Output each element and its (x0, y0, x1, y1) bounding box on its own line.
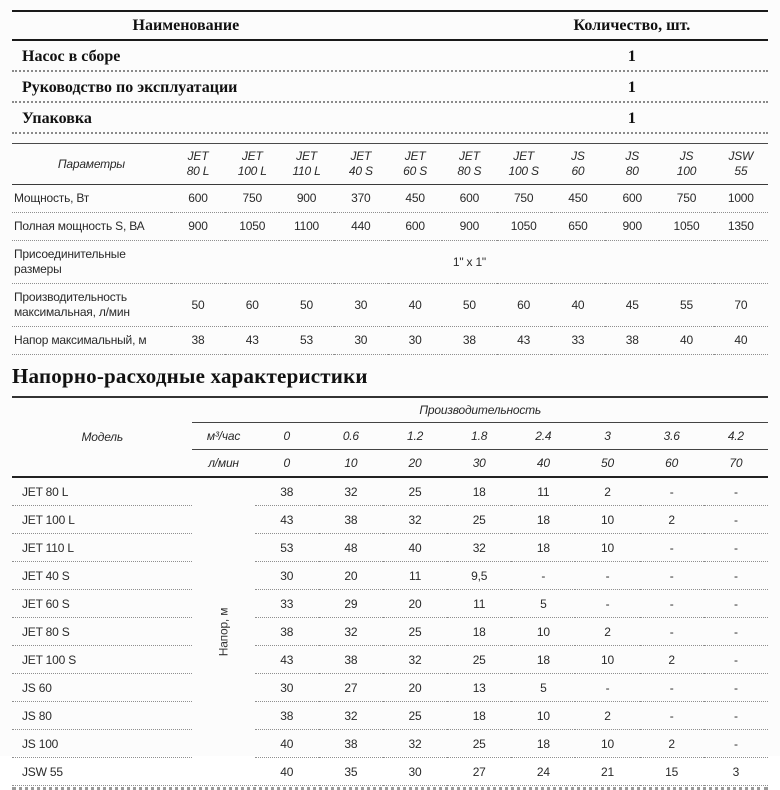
parameter-value: 900 (279, 185, 333, 213)
flow-head-value: - (704, 618, 768, 646)
package-row (12, 72, 768, 103)
parameter-value: 60 (225, 284, 279, 327)
unit-label-lmin: л/мин (192, 450, 254, 478)
model-column-label: JS 100 (659, 144, 713, 185)
model-column-label: JS 60 (551, 144, 605, 185)
flow-head-value: 21 (575, 758, 639, 786)
flow-head-value: - (704, 646, 768, 674)
flow-head-value: 32 (383, 646, 447, 674)
flow-head-value: 2 (640, 646, 704, 674)
parameter-value: 900 (171, 213, 225, 241)
flow-head-value: - (704, 562, 768, 590)
parameter-value: 900 (442, 213, 496, 241)
flow-head-value: 2 (575, 618, 639, 646)
package-item-qty: 1 (627, 110, 636, 127)
flow-head-value: 10 (575, 534, 639, 562)
capacity-group-header: Производительность (192, 397, 768, 423)
flow-head-value: 18 (511, 534, 575, 562)
flow-head-value: 15 (640, 758, 704, 786)
model-column-label: JET 40 S (334, 144, 388, 185)
capacity-tick-value: 70 (704, 450, 768, 478)
capacity-tick-value: 1.8 (447, 423, 511, 450)
flow-head-value: 32 (319, 618, 383, 646)
parameter-row (12, 241, 768, 284)
flow-head-value: - (511, 562, 575, 590)
parameter-value: 30 (388, 327, 442, 355)
package-item-qty: 1 (627, 79, 636, 96)
flow-head-value: 2 (640, 730, 704, 758)
flow-model-name: JET 100 L (12, 506, 192, 534)
flow-head-value: 38 (319, 730, 383, 758)
flow-head-value: 40 (255, 758, 319, 786)
section-title: Напорно-расходные характеристики (12, 364, 368, 388)
flow-head-value: 48 (319, 534, 383, 562)
flow-head-value: - (704, 477, 768, 506)
head-axis-cell (192, 477, 254, 786)
parameter-value: 50 (171, 284, 225, 327)
flow-head-value: 40 (383, 534, 447, 562)
flow-head-value: 40 (255, 730, 319, 758)
package-table-header (12, 10, 768, 41)
flow-row (12, 618, 768, 646)
parameter-value: 38 (442, 327, 496, 355)
capacity-tick-value: 0 (255, 450, 319, 478)
flow-model-name: JS 100 (12, 730, 192, 758)
parameter-value: 40 (551, 284, 605, 327)
flow-head-value: 20 (383, 590, 447, 618)
flow-head-value: 32 (319, 477, 383, 506)
flow-row (12, 562, 768, 590)
capacity-tick-value: 0 (255, 423, 319, 450)
parameter-value: 43 (225, 327, 279, 355)
parameter-label: Напор максимальный, м (12, 327, 171, 355)
capacity-tick-value: 20 (383, 450, 447, 478)
flow-head-value: 3 (704, 758, 768, 786)
flow-head-value: 38 (255, 477, 319, 506)
parameter-span-value: 1" x 1" (171, 241, 768, 284)
flow-head-value: 13 (447, 674, 511, 702)
flow-head-value: 11 (511, 477, 575, 506)
flow-head-value: 30 (383, 758, 447, 786)
parameter-value: 38 (171, 327, 225, 355)
flow-head-value: 25 (447, 506, 511, 534)
flow-header-top-row (12, 397, 768, 423)
capacity-tick-value: 3.6 (640, 423, 704, 450)
flow-table-body (12, 477, 768, 786)
parameter-value: 600 (171, 185, 225, 213)
flow-head-value: 18 (511, 730, 575, 758)
parameter-value: 30 (334, 327, 388, 355)
parameter-label: Присоединительные размеры (12, 241, 171, 284)
model-column-label: JET 100 L (225, 144, 279, 185)
flow-characteristics-table (12, 396, 768, 786)
flow-head-value: 32 (447, 534, 511, 562)
flow-model-name: JET 80 S (12, 618, 192, 646)
flow-head-value: - (640, 674, 704, 702)
parameter-value: 1350 (714, 213, 768, 241)
model-column-label: JET 100 S (497, 144, 551, 185)
flow-head-value: 2 (575, 477, 639, 506)
flow-row (12, 590, 768, 618)
model-column-label: JET 60 S (388, 144, 442, 185)
parameter-row (12, 327, 768, 355)
flow-head-value: - (640, 562, 704, 590)
flow-head-value: 30 (255, 674, 319, 702)
parameter-value: 38 (605, 327, 659, 355)
flow-head-value: 43 (255, 506, 319, 534)
model-column-label: JET 80 S (442, 144, 496, 185)
flow-head-value: 11 (383, 562, 447, 590)
flow-head-value: 18 (447, 477, 511, 506)
parameter-row (12, 185, 768, 213)
package-item-name: Упаковка (22, 110, 92, 127)
package-row (12, 41, 768, 72)
flow-model-name: JET 60 S (12, 590, 192, 618)
capacity-tick-value: 3 (575, 423, 639, 450)
parameters-table-body (12, 185, 768, 355)
parameter-value: 450 (388, 185, 442, 213)
flow-head-value: 10 (575, 646, 639, 674)
parameter-value: 1050 (497, 213, 551, 241)
flow-head-value: 11 (447, 590, 511, 618)
head-axis-label: Напор, м (216, 607, 231, 656)
flow-head-value: - (704, 590, 768, 618)
flow-head-value: 38 (319, 646, 383, 674)
flow-head-value: 20 (383, 674, 447, 702)
flow-model-name: JS 80 (12, 702, 192, 730)
flow-head-value: 25 (383, 618, 447, 646)
flow-head-value: 25 (383, 477, 447, 506)
flow-head-value: 9,5 (447, 562, 511, 590)
flow-head-value: - (575, 674, 639, 702)
flow-head-value: - (704, 702, 768, 730)
flow-head-value: - (575, 562, 639, 590)
parameter-label: Мощность, Вт (12, 185, 171, 213)
capacity-tick-value: 1.2 (383, 423, 447, 450)
capacity-tick-value: 40 (511, 450, 575, 478)
flow-head-value: - (704, 506, 768, 534)
flow-head-value: - (704, 534, 768, 562)
parameter-value: 55 (659, 284, 713, 327)
parameter-value: 50 (442, 284, 496, 327)
flow-head-value: 27 (447, 758, 511, 786)
capacity-tick-value: 10 (319, 450, 383, 478)
flow-head-value: 25 (447, 646, 511, 674)
capacity-tick-value: 60 (640, 450, 704, 478)
flow-model-name: JS 60 (12, 674, 192, 702)
capacity-tick-value: 50 (575, 450, 639, 478)
flow-head-value: 10 (511, 618, 575, 646)
flow-head-value: - (640, 618, 704, 646)
flow-model-name: JET 100 S (12, 646, 192, 674)
parameter-label: Производительность максимальная, л/мин (12, 284, 171, 327)
package-contents-table (12, 10, 768, 134)
flow-head-value: 32 (319, 702, 383, 730)
capacity-tick-value: 0.6 (319, 423, 383, 450)
parameter-value: 45 (605, 284, 659, 327)
flow-head-value: 2 (575, 702, 639, 730)
parameter-value: 70 (714, 284, 768, 327)
model-column-label: JET 110 L (279, 144, 333, 185)
flow-model-name: JET 110 L (12, 534, 192, 562)
flow-head-value: 24 (511, 758, 575, 786)
flow-head-value: - (640, 477, 704, 506)
flow-head-value: 18 (447, 618, 511, 646)
parameters-header-label: Параметры (12, 144, 171, 185)
flow-head-value: 29 (319, 590, 383, 618)
capacity-tick-value: 30 (447, 450, 511, 478)
flow-row (12, 758, 768, 786)
flow-row (12, 730, 768, 758)
pump-parameters-table (12, 143, 768, 355)
flow-head-value: - (575, 590, 639, 618)
flow-head-value: 18 (447, 702, 511, 730)
model-column-label: JET 80 L (171, 144, 225, 185)
parameter-row (12, 284, 768, 327)
flow-head-value: 18 (511, 646, 575, 674)
model-column-label: JSW 55 (714, 144, 768, 185)
parameter-value: 33 (551, 327, 605, 355)
parameter-value: 40 (714, 327, 768, 355)
flow-row (12, 477, 768, 506)
package-header-name: Наименование (132, 17, 240, 34)
parameter-value: 1100 (279, 213, 333, 241)
parameter-value: 900 (605, 213, 659, 241)
parameter-value: 650 (551, 213, 605, 241)
flow-head-value: 30 (255, 562, 319, 590)
flow-row (12, 674, 768, 702)
flow-head-value: - (640, 702, 704, 730)
package-table-body (12, 41, 768, 134)
flow-head-value: 2 (640, 506, 704, 534)
flow-head-value: - (640, 534, 704, 562)
parameter-row (12, 213, 768, 241)
flow-head-value: 5 (511, 674, 575, 702)
package-header-qty: Количество, шт. (573, 17, 691, 34)
flow-head-value: 33 (255, 590, 319, 618)
parameter-value: 750 (225, 185, 279, 213)
flow-row (12, 506, 768, 534)
flow-head-value: 10 (511, 702, 575, 730)
package-item-name: Руководство по эксплуатации (22, 79, 238, 96)
flow-head-value: 5 (511, 590, 575, 618)
parameter-value: 600 (388, 213, 442, 241)
parameter-value: 450 (551, 185, 605, 213)
flow-head-value: 38 (319, 506, 383, 534)
flow-head-value: 53 (255, 534, 319, 562)
parameter-value: 30 (334, 284, 388, 327)
flow-head-value: - (704, 730, 768, 758)
package-item-name: Насос в сборе (22, 48, 121, 65)
package-item-qty: 1 (627, 48, 636, 65)
flow-head-value: 38 (255, 702, 319, 730)
flow-head-value: 10 (575, 506, 639, 534)
parameter-value: 43 (497, 327, 551, 355)
parameter-value: 600 (605, 185, 659, 213)
parameter-value: 1000 (714, 185, 768, 213)
parameter-value: 40 (659, 327, 713, 355)
flow-head-value: - (640, 590, 704, 618)
flow-head-value: - (704, 674, 768, 702)
parameter-value: 750 (659, 185, 713, 213)
parameter-value: 370 (334, 185, 388, 213)
parameter-label: Полная мощность S, ВА (12, 213, 171, 241)
flow-head-value: 25 (447, 730, 511, 758)
parameter-value: 440 (334, 213, 388, 241)
flow-row (12, 534, 768, 562)
flow-head-value: 20 (319, 562, 383, 590)
parameter-value: 40 (388, 284, 442, 327)
parameter-value: 53 (279, 327, 333, 355)
capacity-tick-value: 2.4 (511, 423, 575, 450)
flow-head-value: 32 (383, 506, 447, 534)
unit-label-m3h: м³/час (192, 423, 254, 450)
flow-head-value: 18 (511, 506, 575, 534)
parameter-value: 750 (497, 185, 551, 213)
package-row (12, 103, 768, 134)
flow-row (12, 646, 768, 674)
flow-head-value: 32 (383, 730, 447, 758)
parameter-value: 1050 (659, 213, 713, 241)
flow-row (12, 702, 768, 730)
parameter-value: 50 (279, 284, 333, 327)
flow-head-value: 10 (575, 730, 639, 758)
capacity-tick-value: 4.2 (704, 423, 768, 450)
flow-model-name: JSW 55 (12, 758, 192, 786)
parameter-value: 1050 (225, 213, 279, 241)
parameter-value: 600 (442, 185, 496, 213)
parameter-value: 60 (497, 284, 551, 327)
flow-head-value: 43 (255, 646, 319, 674)
model-column-label: JS 80 (605, 144, 659, 185)
model-column-header: Модель (12, 397, 192, 477)
flow-head-value: 35 (319, 758, 383, 786)
flow-model-name: JET 80 L (12, 477, 192, 506)
flow-head-value: 27 (319, 674, 383, 702)
flow-head-value: 38 (255, 618, 319, 646)
flow-model-name: JET 40 S (12, 562, 192, 590)
flow-head-value: 25 (383, 702, 447, 730)
parameters-header-row (12, 144, 768, 185)
